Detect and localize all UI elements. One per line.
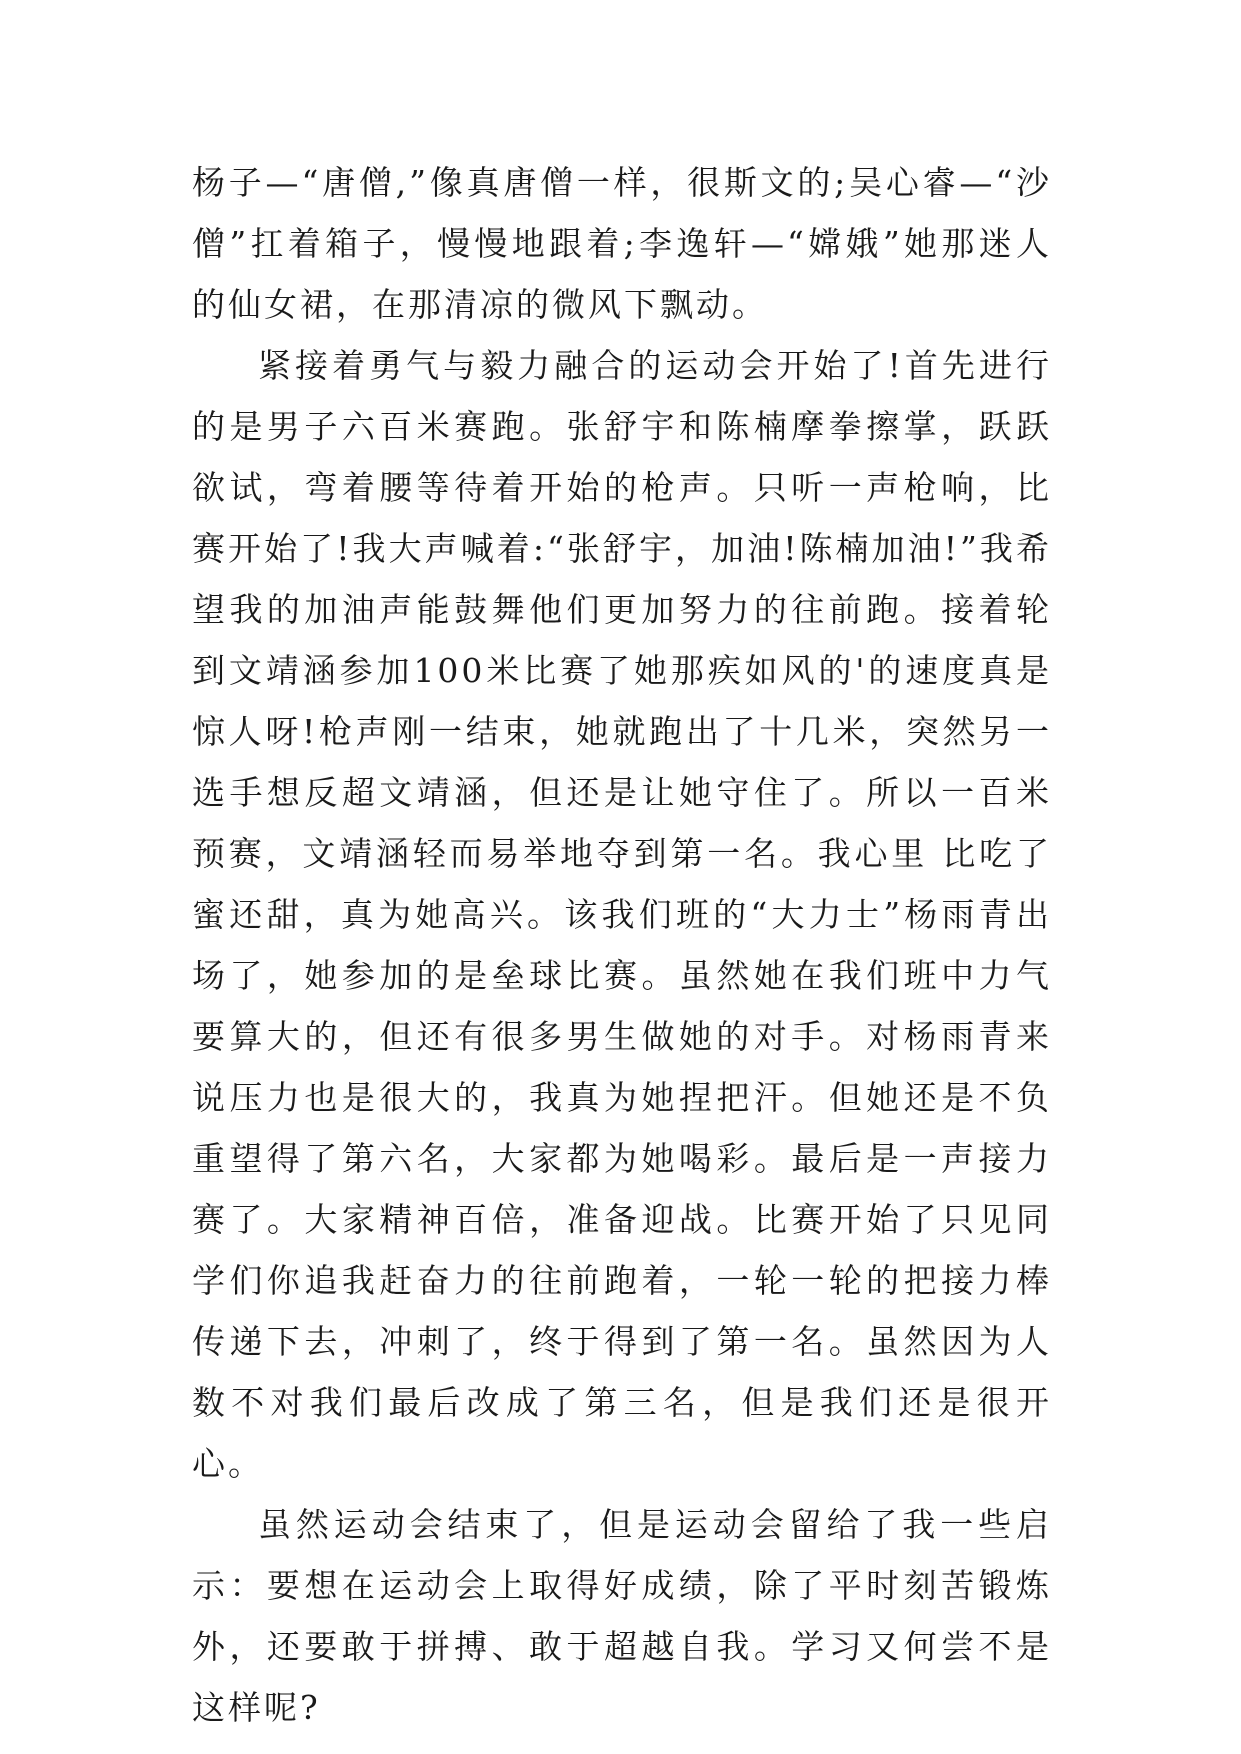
paragraph-2: 紧接着勇气与毅力融合的运动会开始了!首先进行的是男子六百米赛跑。张舒宇和陈楠摩拳擦掌，跃跃欲试，弯着腰等待着开始的枪声。只听一声枪响，比赛开始了!我大声喊着:“张舒宇，加油!陈楠加油!”我希望我的加油声能鼓舞他们更加努力的往前跑。接着轮到文靖涵参加100米比赛了她那疾如风的'的速度真是惊人呀!枪声刚一结束，她就跑出了十几米，突然另一选手想反超文靖涵，但还是让她守住了。所以一百米预赛，文靖涵轻而易举地夺到第一名。我心里 比吃了蜜还甜，真为她高兴。该我们班的“大力士”杨雨青出场了，她参加的是垒球比赛。虽然她在我们班中力气要算大的，但还有很多男生做她的对手。对杨雨青来说压力也是很大的，我真为她捏把汗。但她还是不负重望得了第六名，大家都为她喝彩。最后是一声接力赛了。大家精神百倍，准备迎战。比赛开始了只见同学们你追我赶奋力的往前跑着，一轮一轮的把接力棒传递下去，冲刺了，终于得到了第一名。虽然因为人数不对我们最后改成了第三名，但是我们还是很开心。: [192, 346, 1052, 1483]
document-body: [192, 152, 1052, 1738]
paragraph-1: 杨子—“唐僧,”像真唐僧一样，很斯文的;吴心睿—“沙僧”扛着箱子，慢慢地跟着;李逸轩—“嫦娥”她那迷人的仙女裙，在那清凉的微风下飘动。: [192, 163, 1052, 324]
paragraph-3: 虽然运动会结束了，但是运动会留给了我一些启示：要想在运动会上取得好成绩，除了平时刻苦锻炼外，还要敢于拼搏、敢于超越自我。学习又何尝不是这样呢?: [192, 1505, 1052, 1727]
